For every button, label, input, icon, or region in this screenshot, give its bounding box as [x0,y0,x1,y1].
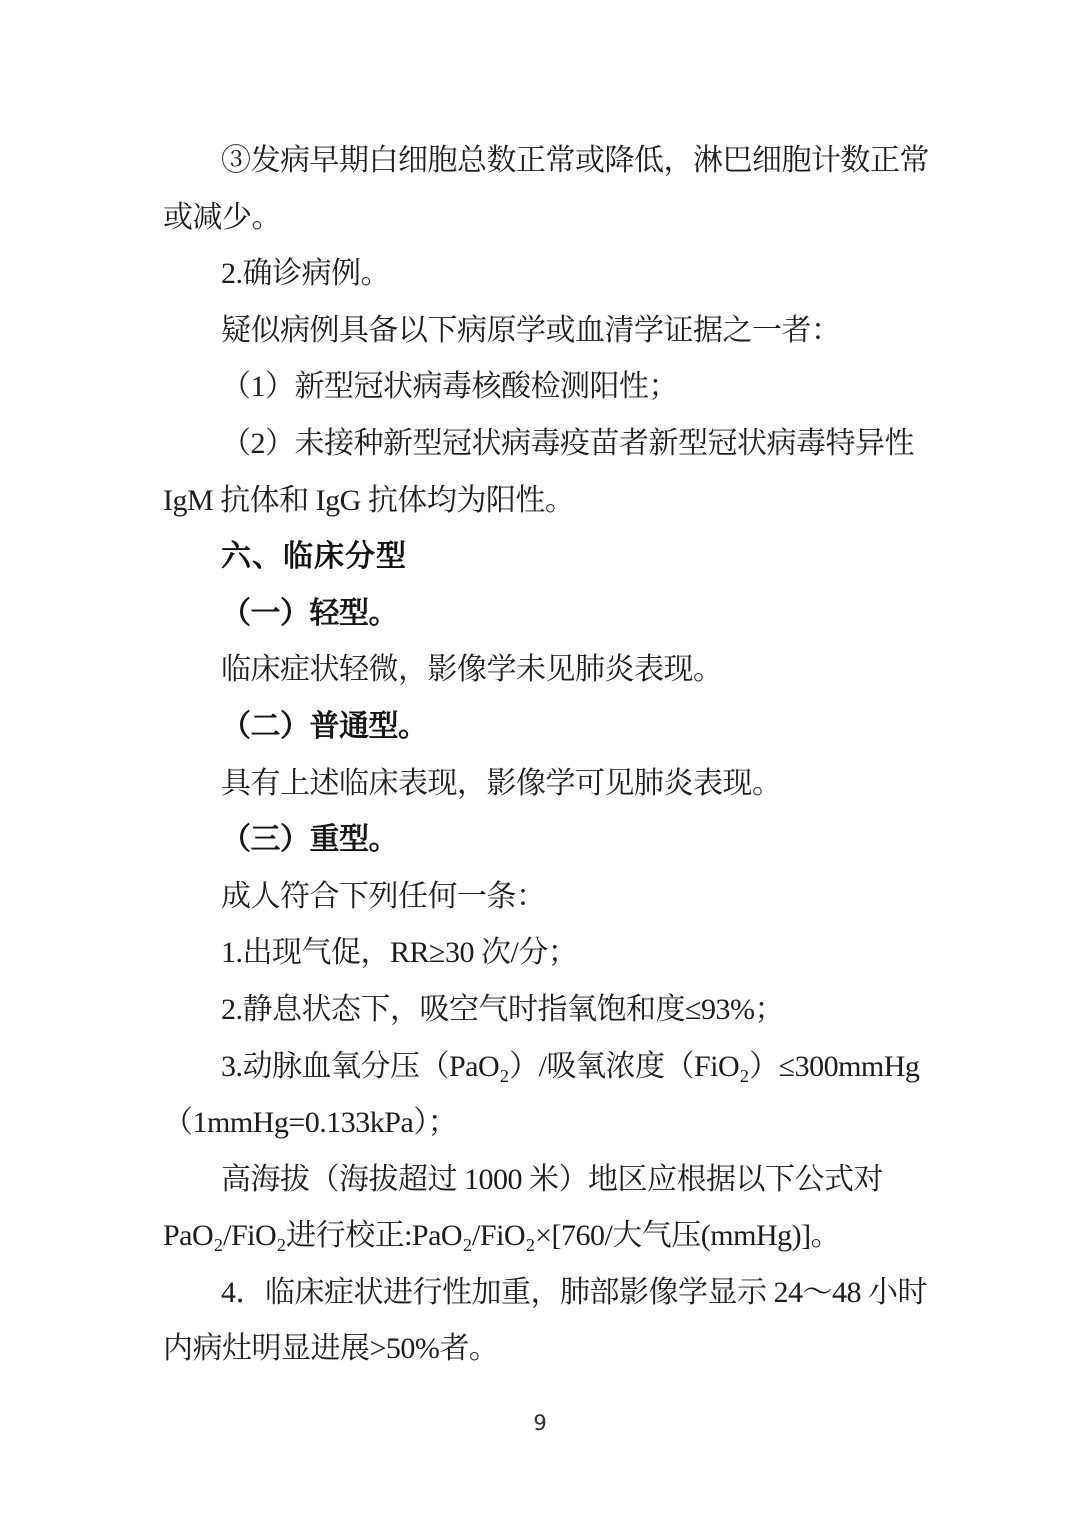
doc-line: 成人符合下列任何一条： [221,879,546,913]
doc-line: （2）未接种新型冠状病毒疫苗者新型冠状病毒特异性 [221,426,914,460]
doc-line: （1）新型冠状病毒核酸检测阳性； [221,370,678,404]
doc-line: 高海拔（海拔超过 1000 米）地区应根据以下公式对 [221,1162,883,1196]
section-heading: 六、临床分型 [221,540,407,574]
doc-line: 具有上述临床表现，影像学可见肺炎表现。 [221,766,782,800]
doc-line: PaO₂/FiO₂进行校正:PaO₂/FiO₂×[760/大气压(mmHg)]。 [163,1219,841,1253]
doc-line: 2.静息状态下，吸空气时指氧饱和度≤93%； [221,992,784,1026]
doc-line: 内病灶明显进展>50%者。 [163,1332,499,1366]
doc-line: 或减少。 [163,200,281,234]
doc-line: （1mmHg=0.133kPa）； [163,1106,458,1140]
page-number: 9 [533,1411,547,1435]
doc-line: 临床症状轻微，影像学未见肺炎表现。 [221,653,723,687]
doc-line: 3.动脉血氧分压（PaO₂）/吸氧浓度（FiO₂）≤300mmHg [221,1049,920,1083]
subsection-heading: （三）重型。 [221,823,398,857]
subsection-heading: （二）普通型。 [221,709,428,743]
doc-line: IgM 抗体和 IgG 抗体均为阳性。 [163,483,575,517]
doc-line: 疑似病例具备以下病原学或血清学证据之一者： [221,313,841,347]
page-footer [0,1408,1080,1438]
doc-line: 4．临床症状进行性加重，肺部影像学显示 24～48 小时 [221,1275,927,1309]
doc-line: 1.出现气促，RR≥30 次/分； [221,936,578,970]
doc-line: ③发病早期白细胞总数正常或降低，淋巴细胞计数正常 [221,144,929,177]
subsection-heading: （一）轻型。 [221,596,398,630]
doc-line: 2.确诊病例。 [221,257,390,291]
